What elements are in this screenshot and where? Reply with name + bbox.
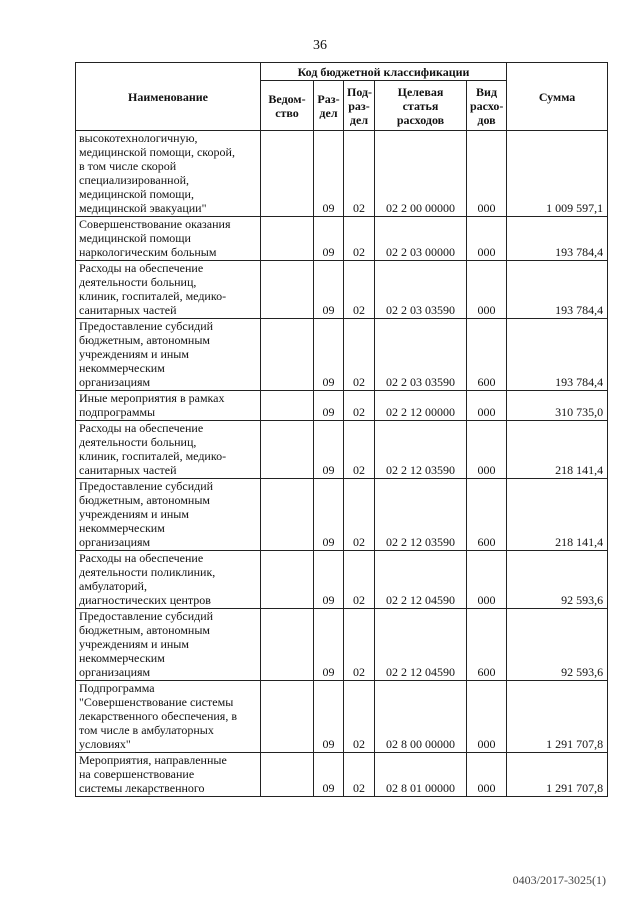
cell-name: Расходы на обеспечение деятельности больниц, клиник, госпиталей, медико- санитарных частей bbox=[76, 421, 261, 479]
table-row bbox=[76, 217, 608, 261]
cell-vedomstvo bbox=[261, 391, 314, 421]
cell-name: высокотехнологичную, медицинской помощи, скорой, в том числе скорой специализированной, медицинской помощи, медицинской эвакуации" bbox=[76, 131, 261, 217]
cell-statya: 02 2 12 00000 bbox=[375, 391, 467, 421]
cell-podrazdel: 02 bbox=[344, 681, 375, 753]
cell-name: Мероприятия, направленные на совершенствование системы лекарственного bbox=[76, 753, 261, 797]
cell-name: Предоставление субсидий бюджетным, автономным учреждениям и иным некоммерческим организациям bbox=[76, 319, 261, 391]
cell-razdel: 09 bbox=[314, 391, 344, 421]
cell-name: Расходы на обеспечение деятельности поликлиник, амбулаторий, диагностических центров bbox=[76, 551, 261, 609]
cell-name: Предоставление субсидий бюджетным, автономным учреждениям и иным некоммерческим организациям bbox=[76, 609, 261, 681]
cell-statya: 02 2 12 03590 bbox=[375, 421, 467, 479]
table-row bbox=[76, 131, 608, 217]
cell-vedomstvo bbox=[261, 131, 314, 217]
header-sum: Сумма bbox=[507, 63, 608, 131]
table-row bbox=[76, 261, 608, 319]
cell-statya: 02 2 12 04590 bbox=[375, 551, 467, 609]
cell-vedomstvo bbox=[261, 681, 314, 753]
cell-vid: 000 bbox=[467, 551, 507, 609]
cell-podrazdel: 02 bbox=[344, 217, 375, 261]
cell-razdel: 09 bbox=[314, 421, 344, 479]
table-row bbox=[76, 681, 608, 753]
header-name: Наименование bbox=[76, 63, 261, 131]
cell-sum: 193 784,4 bbox=[507, 217, 608, 261]
cell-vid: 000 bbox=[467, 261, 507, 319]
table-row bbox=[76, 421, 608, 479]
header-vid: Вид расхо- дов bbox=[467, 81, 507, 131]
cell-vid: 000 bbox=[467, 131, 507, 217]
cell-podrazdel: 02 bbox=[344, 421, 375, 479]
table-row bbox=[76, 551, 608, 609]
document-code: 0403/2017-3025(1) bbox=[512, 873, 606, 887]
cell-name: Расходы на обеспечение деятельности больниц, клиник, госпиталей, медико- санитарных частей bbox=[76, 261, 261, 319]
cell-vedomstvo bbox=[261, 753, 314, 797]
cell-vedomstvo bbox=[261, 261, 314, 319]
cell-name: Иные мероприятия в рамках подпрограммы bbox=[76, 391, 261, 421]
cell-podrazdel: 02 bbox=[344, 609, 375, 681]
cell-sum: 1 291 707,8 bbox=[507, 753, 608, 797]
cell-statya: 02 2 12 04590 bbox=[375, 609, 467, 681]
cell-statya: 02 8 00 00000 bbox=[375, 681, 467, 753]
header-classification: Код бюджетной классификации bbox=[261, 63, 507, 81]
cell-statya: 02 2 03 03590 bbox=[375, 261, 467, 319]
cell-podrazdel: 02 bbox=[344, 391, 375, 421]
table-row bbox=[76, 479, 608, 551]
cell-vid: 000 bbox=[467, 681, 507, 753]
cell-sum: 1 009 597,1 bbox=[507, 131, 608, 217]
table-row bbox=[76, 391, 608, 421]
header-statya: Целевая статья расходов bbox=[375, 81, 467, 131]
cell-vedomstvo bbox=[261, 421, 314, 479]
cell-razdel: 09 bbox=[314, 261, 344, 319]
page-number: 36 bbox=[313, 38, 327, 53]
cell-vid: 600 bbox=[467, 609, 507, 681]
cell-razdel: 09 bbox=[314, 753, 344, 797]
cell-vid: 000 bbox=[467, 217, 507, 261]
cell-razdel: 09 bbox=[314, 551, 344, 609]
table-row bbox=[76, 319, 608, 391]
cell-vid: 600 bbox=[467, 319, 507, 391]
cell-vid: 000 bbox=[467, 753, 507, 797]
cell-podrazdel: 02 bbox=[344, 319, 375, 391]
cell-sum: 310 735,0 bbox=[507, 391, 608, 421]
cell-razdel: 09 bbox=[314, 609, 344, 681]
cell-sum: 92 593,6 bbox=[507, 551, 608, 609]
cell-podrazdel: 02 bbox=[344, 131, 375, 217]
cell-statya: 02 2 03 00000 bbox=[375, 217, 467, 261]
cell-statya: 02 2 12 03590 bbox=[375, 479, 467, 551]
cell-sum: 218 141,4 bbox=[507, 421, 608, 479]
cell-vid: 000 bbox=[467, 421, 507, 479]
cell-vid: 000 bbox=[467, 391, 507, 421]
header-podrazdel: Под- раз- дел bbox=[344, 81, 375, 131]
cell-name: Подпрограмма "Совершенствование системы лекарственного обеспечения, в том числе в амбулаторных условиях" bbox=[76, 681, 261, 753]
cell-vedomstvo bbox=[261, 551, 314, 609]
cell-sum: 193 784,4 bbox=[507, 319, 608, 391]
cell-vedomstvo bbox=[261, 217, 314, 261]
cell-podrazdel: 02 bbox=[344, 551, 375, 609]
cell-razdel: 09 bbox=[314, 681, 344, 753]
cell-statya: 02 2 03 03590 bbox=[375, 319, 467, 391]
cell-razdel: 09 bbox=[314, 479, 344, 551]
cell-razdel: 09 bbox=[314, 319, 344, 391]
cell-vedomstvo bbox=[261, 609, 314, 681]
cell-podrazdel: 02 bbox=[344, 753, 375, 797]
cell-sum: 193 784,4 bbox=[507, 261, 608, 319]
cell-name: Предоставление субсидий бюджетным, автономным учреждениям и иным некоммерческим организациям bbox=[76, 479, 261, 551]
cell-sum: 92 593,6 bbox=[507, 609, 608, 681]
cell-vid: 600 bbox=[467, 479, 507, 551]
cell-vedomstvo bbox=[261, 479, 314, 551]
cell-name: Совершенствование оказания медицинской помощи наркологическим больным bbox=[76, 217, 261, 261]
table-body bbox=[76, 131, 608, 797]
cell-statya: 02 2 00 00000 bbox=[375, 131, 467, 217]
cell-vedomstvo bbox=[261, 319, 314, 391]
cell-sum: 1 291 707,8 bbox=[507, 681, 608, 753]
cell-podrazdel: 02 bbox=[344, 261, 375, 319]
cell-podrazdel: 02 bbox=[344, 479, 375, 551]
header-vedomstvo: Ведом- ство bbox=[261, 81, 314, 131]
cell-razdel: 09 bbox=[314, 217, 344, 261]
cell-razdel: 09 bbox=[314, 131, 344, 217]
table-row bbox=[76, 609, 608, 681]
header-razdel: Раз- дел bbox=[314, 81, 344, 131]
cell-statya: 02 8 01 00000 bbox=[375, 753, 467, 797]
cell-sum: 218 141,4 bbox=[507, 479, 608, 551]
table-row bbox=[76, 753, 608, 797]
budget-table bbox=[75, 62, 608, 797]
